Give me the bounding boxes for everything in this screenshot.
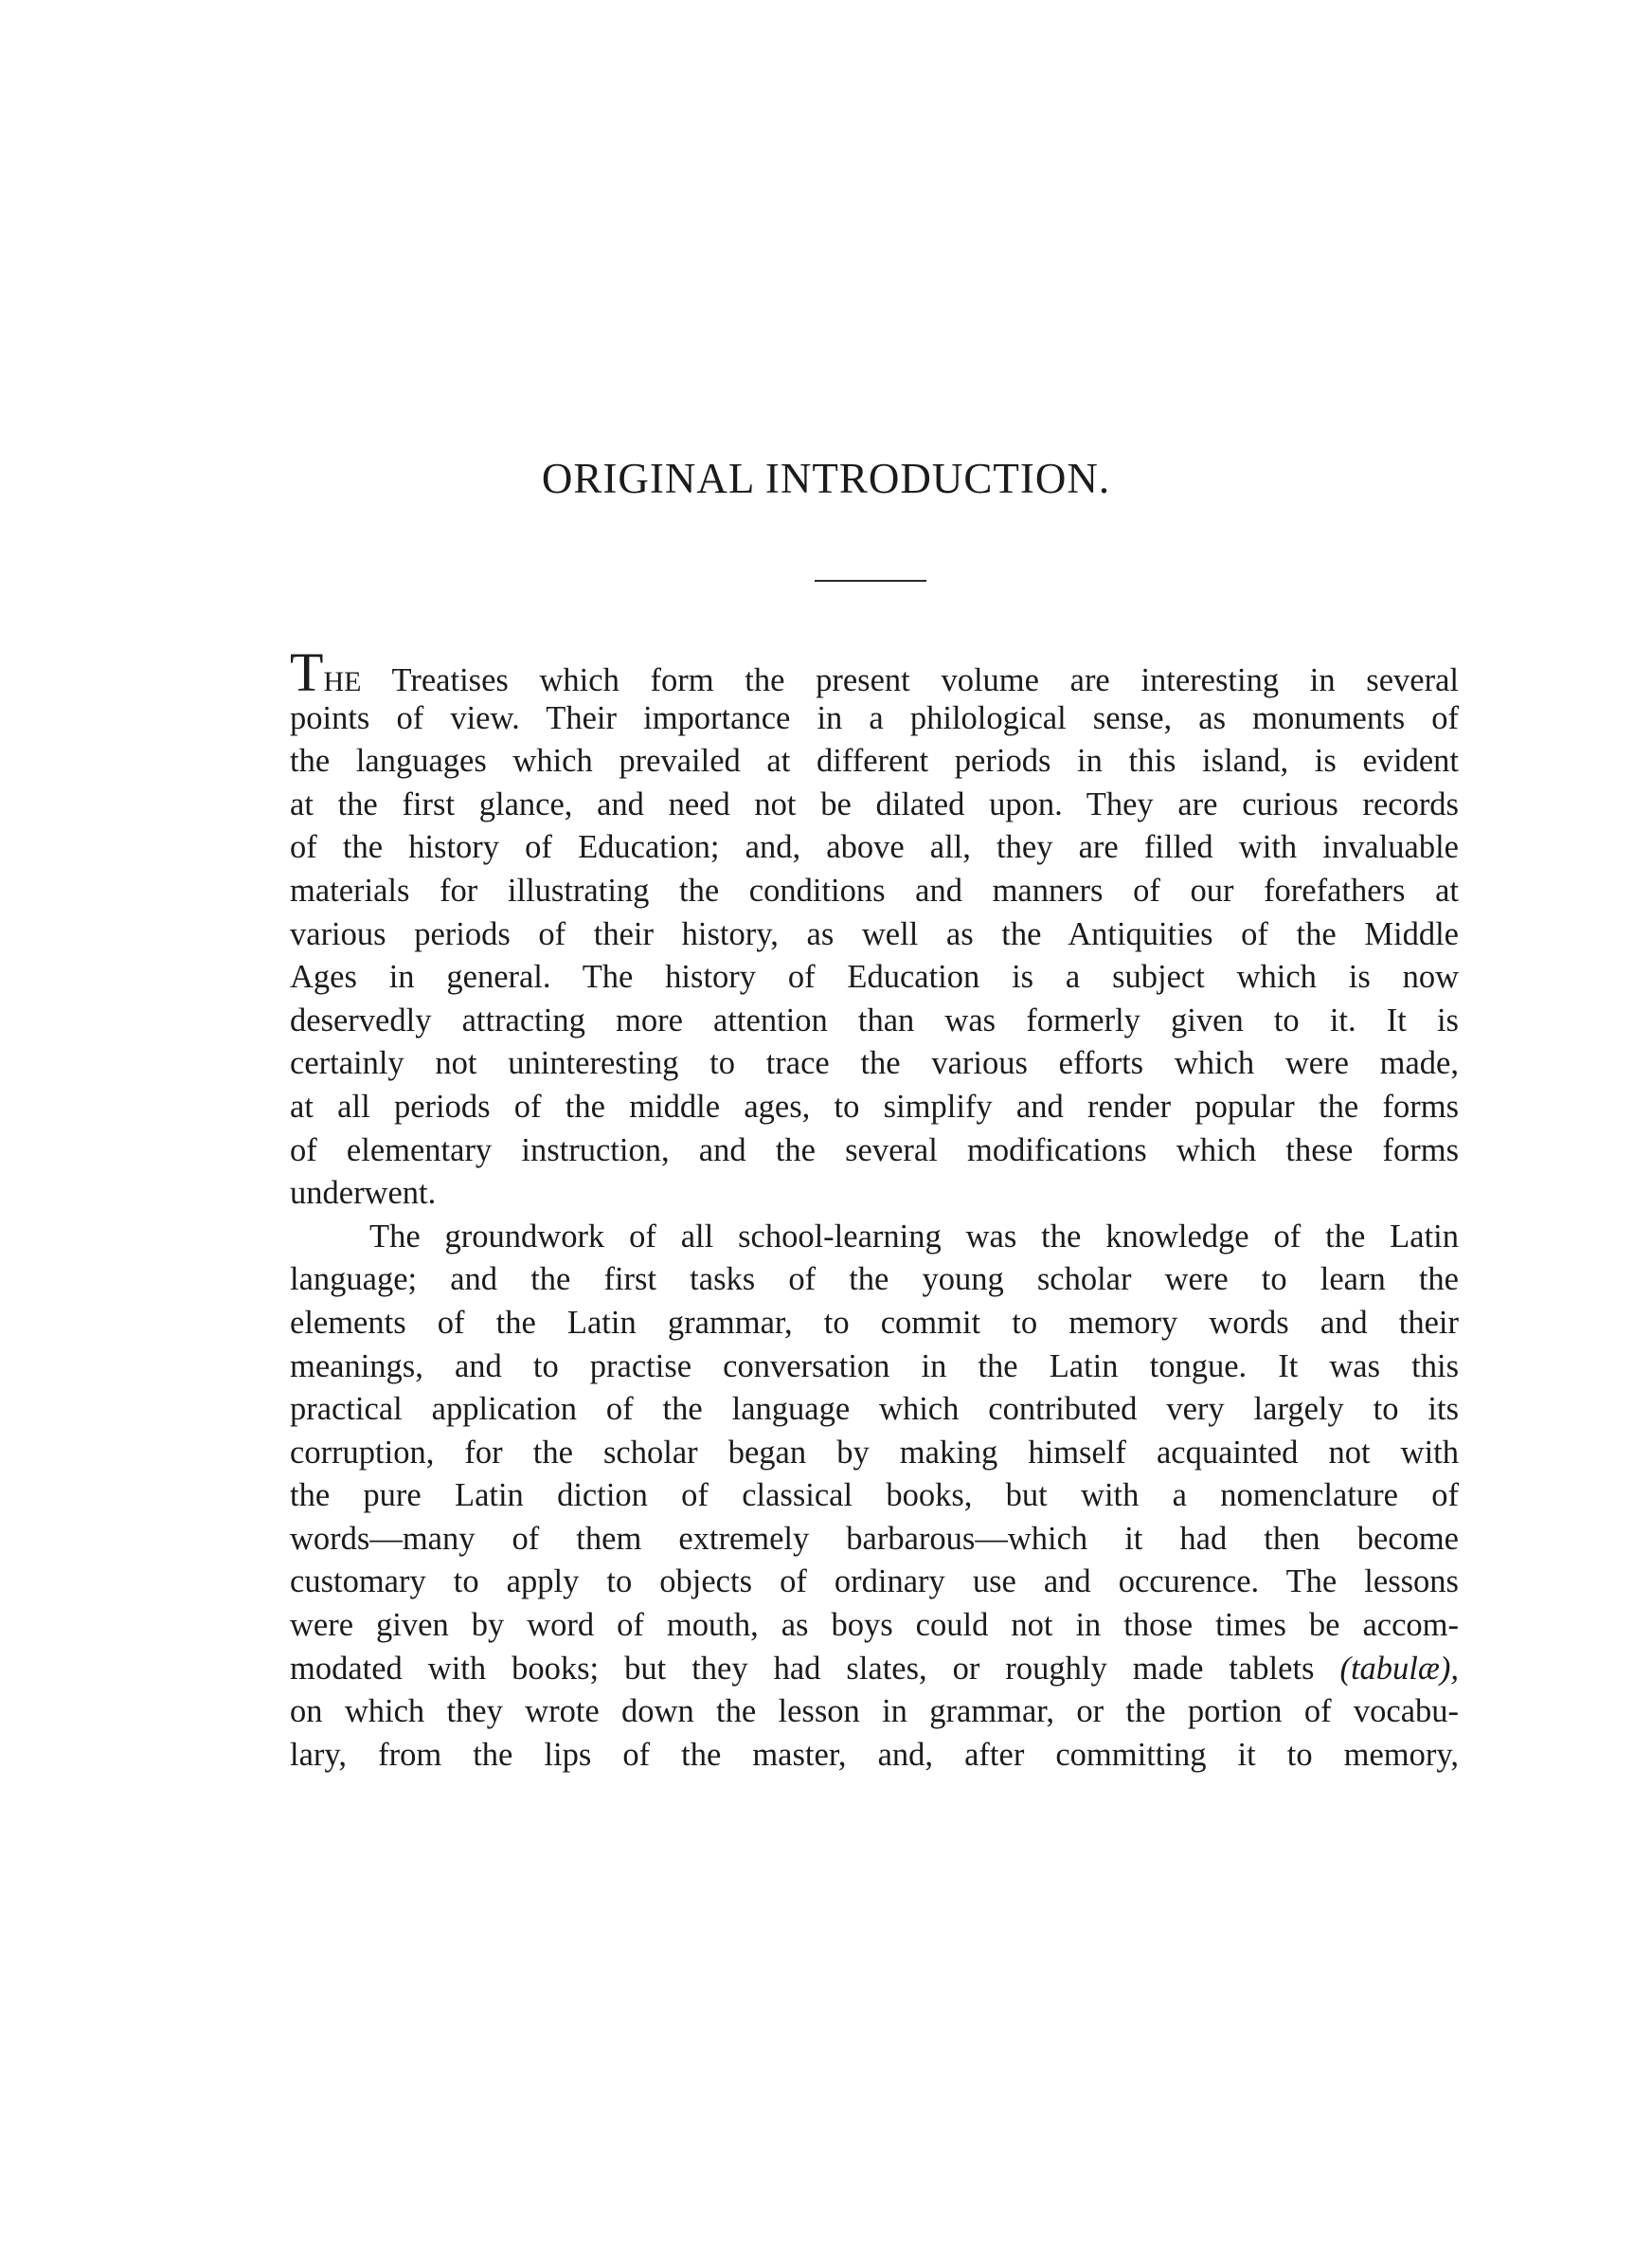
drop-cap: T (290, 641, 324, 703)
paragraph-line: of the history of Education; and, above all, they are filled with invaluable (290, 829, 1459, 866)
paragraph-line: at all periods of the middle ages, to simplify and render popular the forms (290, 1088, 1459, 1125)
paragraph-line: the languages which prevailed at different periods in this island, is evident (290, 743, 1459, 780)
paragraph-line: underwent. (290, 1175, 437, 1212)
paragraph-line: corruption, for the scholar began by making himself acquainted not with (290, 1434, 1459, 1471)
paragraph-line: points of view. Their importance in a philological sense, as monuments of (290, 699, 1459, 736)
paragraph-line: customary to apply to objects of ordinary use and occurence. The lessons (290, 1563, 1459, 1600)
paragraph-line: certainly not uninteresting to trace the various efforts which were made, (290, 1045, 1459, 1082)
paragraph-line: deservedly attracting more attention than was formerly given to it. It is (290, 1002, 1459, 1038)
paragraph-line (290, 1648, 1459, 1691)
paragraph-line: the pure Latin diction of classical books, but with a nomenclature of (290, 1477, 1459, 1514)
paragraph-line: Ages in general. The history of Education is a subject which is now (290, 959, 1459, 996)
paragraph-line: various periods of their history, as well as the Antiquities of the Middle (290, 915, 1459, 952)
paragraph-1 (290, 641, 1459, 1216)
paragraph-line: at the first glance, and need not be dilated upon. They are curious records (290, 785, 1459, 822)
paragraph-line: materials for illustrating the conditions and manners of our forefathers at (290, 872, 1459, 909)
paragraph-line: on which they wrote down the lesson in grammar, or the portion of vocabu- (290, 1693, 1459, 1730)
small-caps-text: HE (323, 666, 362, 697)
paragraph-line (290, 641, 1459, 703)
paragraph-line: were given by word of mouth, as boys could not in those times be accom- (290, 1607, 1459, 1644)
paragraph-line: The groundwork of all school-learning was the knowledge of the Latin (369, 1218, 1459, 1255)
page-title: ORIGINAL INTRODUCTION. (541, 455, 1111, 502)
line-text: modated with books; but they had slates, or roughly made tablets (290, 1650, 1315, 1687)
paragraph-line: meanings, and to practise conversation in the Latin tongue. It was this (290, 1347, 1459, 1384)
paragraph-line: language; and the first tasks of the young scholar were to learn the (290, 1261, 1459, 1298)
paragraph-2 (290, 1216, 1459, 1778)
paragraph-line: lary, from the lips of the master, and, after committing it to memory, (290, 1736, 1459, 1773)
paragraph-line: words—many of them extremely barbarous—which it had then become (290, 1520, 1459, 1557)
title-divider (815, 580, 926, 582)
paragraph-line: practical application of the language which contributed very largely to its (290, 1391, 1459, 1428)
line-text: Treatises which form the present volume are interesting in several (361, 662, 1459, 698)
italic-term: (tabulæ), (1339, 1650, 1460, 1687)
body-text (290, 641, 1460, 1777)
paragraph-line: of elementary instruction, and the several modifications which these forms (290, 1131, 1459, 1168)
paragraph-line: elements of the Latin grammar, to commit to memory words and their (290, 1304, 1459, 1341)
